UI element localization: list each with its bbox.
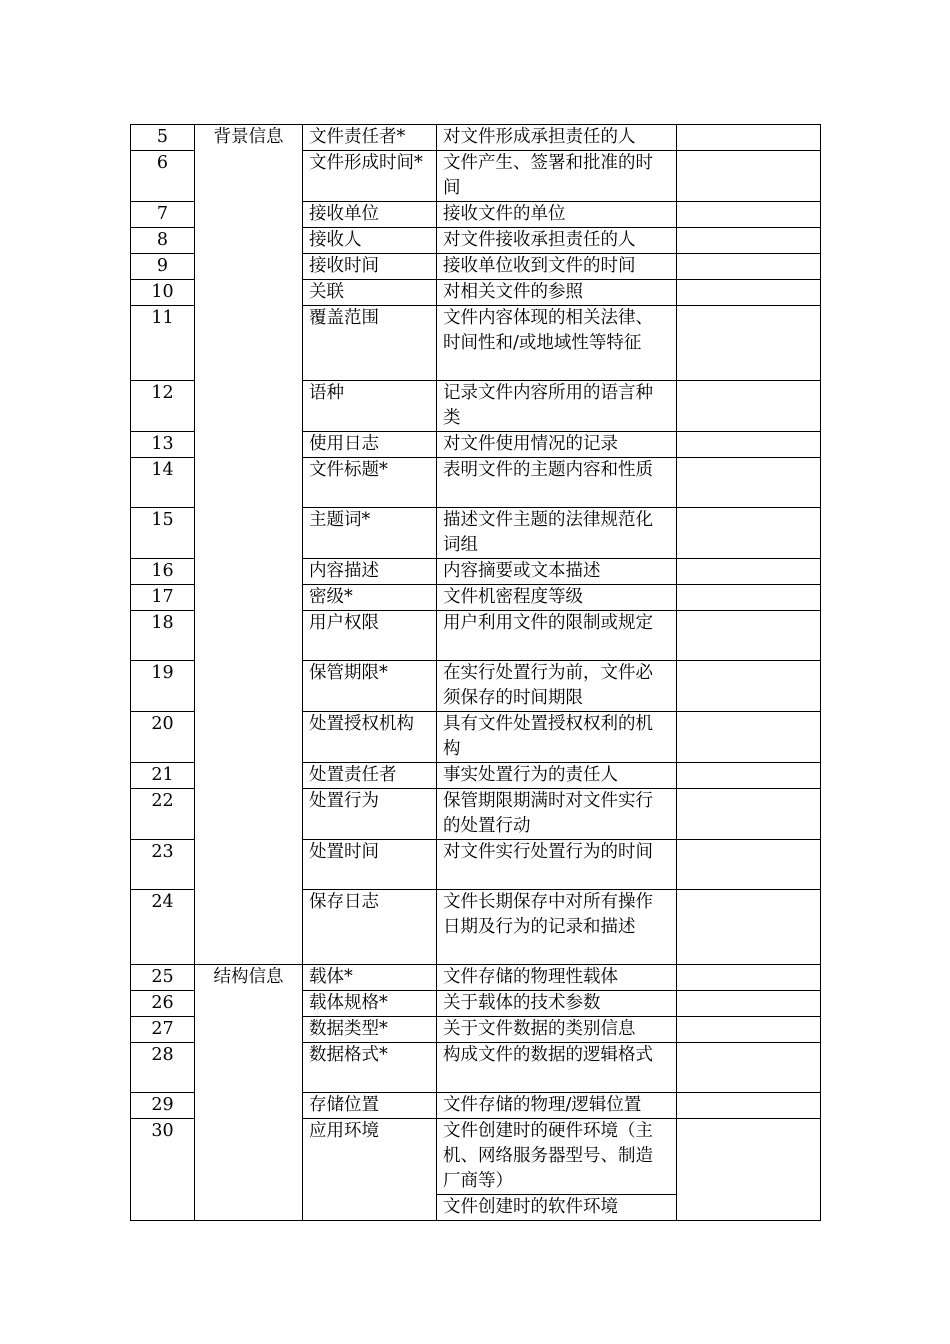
element-description: 对文件接收承担责任的人 bbox=[437, 228, 677, 254]
blank-cell bbox=[677, 789, 821, 840]
row-number: 6 bbox=[131, 151, 195, 202]
row-number: 28 bbox=[131, 1043, 195, 1093]
element-description: 描述文件主题的法律规范化词组 bbox=[437, 508, 677, 559]
element-name: 文件形成时间* bbox=[303, 151, 437, 202]
element-name: 保存日志 bbox=[303, 890, 437, 965]
row-number: 18 bbox=[131, 611, 195, 661]
element-name: 覆盖范围 bbox=[303, 306, 437, 381]
metadata-table-body bbox=[131, 125, 821, 1221]
blank-cell bbox=[677, 432, 821, 458]
element-name: 接收时间 bbox=[303, 254, 437, 280]
element-name: 应用环境 bbox=[303, 1119, 437, 1221]
element-name: 处置责任者 bbox=[303, 763, 437, 789]
blank-cell bbox=[677, 381, 821, 432]
blank-cell bbox=[677, 508, 821, 559]
element-description: 记录文件内容所用的语言种类 bbox=[437, 381, 677, 432]
blank-cell bbox=[677, 763, 821, 789]
table-row bbox=[131, 965, 821, 991]
row-number: 16 bbox=[131, 559, 195, 585]
row-number: 19 bbox=[131, 661, 195, 712]
blank-cell bbox=[677, 890, 821, 965]
category-background: 背景信息 bbox=[195, 125, 303, 965]
element-name: 保管期限* bbox=[303, 661, 437, 712]
blank-cell bbox=[677, 1093, 821, 1119]
blank-cell bbox=[677, 306, 821, 381]
row-number: 29 bbox=[131, 1093, 195, 1119]
element-description: 文件创建时的硬件环境（主机、网络服务器型号、制造厂商等） bbox=[437, 1119, 677, 1195]
row-number: 5 bbox=[131, 125, 195, 151]
blank-cell bbox=[677, 611, 821, 661]
blank-cell bbox=[677, 991, 821, 1017]
blank-cell bbox=[677, 254, 821, 280]
blank-cell bbox=[677, 559, 821, 585]
blank-cell bbox=[677, 661, 821, 712]
element-name: 处置时间 bbox=[303, 840, 437, 890]
row-number: 11 bbox=[131, 306, 195, 381]
element-description: 关于文件数据的类别信息 bbox=[437, 1017, 677, 1043]
row-number: 25 bbox=[131, 965, 195, 991]
row-number: 13 bbox=[131, 432, 195, 458]
row-number: 15 bbox=[131, 508, 195, 559]
element-description: 对文件使用情况的记录 bbox=[437, 432, 677, 458]
element-description: 构成文件的数据的逻辑格式 bbox=[437, 1043, 677, 1093]
element-description: 文件内容体现的相关法律、时间性和/或地域性等特征 bbox=[437, 306, 677, 381]
element-description: 具有文件处置授权权利的机构 bbox=[437, 712, 677, 763]
element-name: 数据类型* bbox=[303, 1017, 437, 1043]
row-number: 27 bbox=[131, 1017, 195, 1043]
element-name: 使用日志 bbox=[303, 432, 437, 458]
category-structure: 结构信息 bbox=[195, 965, 303, 1221]
element-name: 文件责任者* bbox=[303, 125, 437, 151]
element-description: 内容摘要或文本描述 bbox=[437, 559, 677, 585]
element-description: 文件长期保存中对所有操作日期及行为的记录和描述 bbox=[437, 890, 677, 965]
row-number: 8 bbox=[131, 228, 195, 254]
blank-cell bbox=[677, 228, 821, 254]
blank-cell bbox=[677, 712, 821, 763]
blank-cell bbox=[677, 585, 821, 611]
row-number: 9 bbox=[131, 254, 195, 280]
element-name: 文件标题* bbox=[303, 458, 437, 508]
element-description: 在实行处置行为前，文件必须保存的时间期限 bbox=[437, 661, 677, 712]
element-name: 内容描述 bbox=[303, 559, 437, 585]
element-description: 文件产生、签署和批准的时间 bbox=[437, 151, 677, 202]
blank-cell bbox=[677, 1119, 821, 1221]
element-description: 关于载体的技术参数 bbox=[437, 991, 677, 1017]
element-description: 保管期限期满时对文件实行的处置行动 bbox=[437, 789, 677, 840]
element-name: 用户权限 bbox=[303, 611, 437, 661]
row-number: 7 bbox=[131, 202, 195, 228]
element-name: 载体规格* bbox=[303, 991, 437, 1017]
element-description: 文件存储的物理性载体 bbox=[437, 965, 677, 991]
element-description: 文件创建时的软件环境 bbox=[437, 1195, 677, 1221]
row-number: 14 bbox=[131, 458, 195, 508]
blank-cell bbox=[677, 202, 821, 228]
element-name: 处置授权机构 bbox=[303, 712, 437, 763]
blank-cell bbox=[677, 1043, 821, 1093]
row-number: 22 bbox=[131, 789, 195, 840]
element-description: 对文件实行处置行为的时间 bbox=[437, 840, 677, 890]
element-name: 数据格式* bbox=[303, 1043, 437, 1093]
element-description: 对文件形成承担责任的人 bbox=[437, 125, 677, 151]
element-name: 接收单位 bbox=[303, 202, 437, 228]
element-description: 表明文件的主题内容和性质 bbox=[437, 458, 677, 508]
element-description: 用户利用文件的限制或规定 bbox=[437, 611, 677, 661]
element-name: 语种 bbox=[303, 381, 437, 432]
table-row bbox=[131, 125, 821, 151]
element-description: 事实处置行为的责任人 bbox=[437, 763, 677, 789]
row-number: 12 bbox=[131, 381, 195, 432]
element-name: 载体* bbox=[303, 965, 437, 991]
element-name: 主题词* bbox=[303, 508, 437, 559]
blank-cell bbox=[677, 1017, 821, 1043]
element-name: 关联 bbox=[303, 280, 437, 306]
blank-cell bbox=[677, 125, 821, 151]
blank-cell bbox=[677, 840, 821, 890]
row-number: 30 bbox=[131, 1119, 195, 1221]
row-number: 20 bbox=[131, 712, 195, 763]
blank-cell bbox=[677, 965, 821, 991]
element-name: 密级* bbox=[303, 585, 437, 611]
element-name: 存储位置 bbox=[303, 1093, 437, 1119]
row-number: 24 bbox=[131, 890, 195, 965]
blank-cell bbox=[677, 280, 821, 306]
element-name: 处置行为 bbox=[303, 789, 437, 840]
element-description: 文件机密程度等级 bbox=[437, 585, 677, 611]
row-number: 17 bbox=[131, 585, 195, 611]
row-number: 23 bbox=[131, 840, 195, 890]
element-description: 对相关文件的参照 bbox=[437, 280, 677, 306]
row-number: 10 bbox=[131, 280, 195, 306]
element-description: 文件存储的物理/逻辑位置 bbox=[437, 1093, 677, 1119]
element-description: 接收单位收到文件的时间 bbox=[437, 254, 677, 280]
blank-cell bbox=[677, 458, 821, 508]
row-number: 21 bbox=[131, 763, 195, 789]
blank-cell bbox=[677, 151, 821, 202]
metadata-table bbox=[130, 124, 821, 1221]
element-name: 接收人 bbox=[303, 228, 437, 254]
element-description: 接收文件的单位 bbox=[437, 202, 677, 228]
row-number: 26 bbox=[131, 991, 195, 1017]
